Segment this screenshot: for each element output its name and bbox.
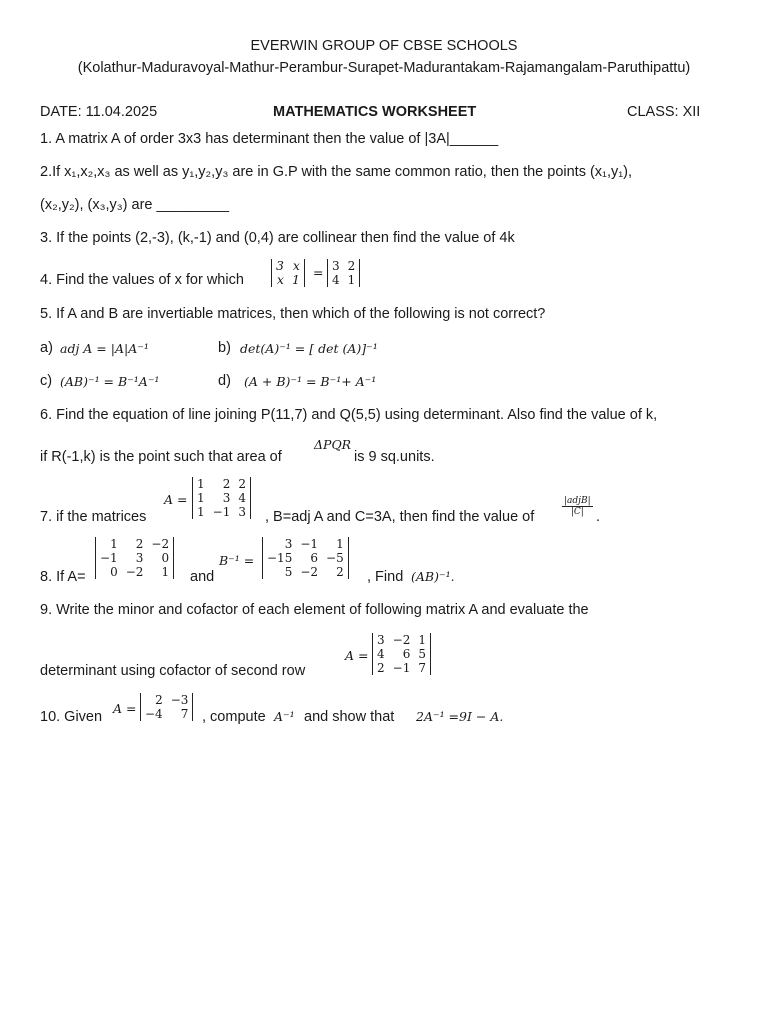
q10-matrix-a: 2 −3 −4 7: [140, 693, 193, 721]
question-7-text-b: , B=adj A and C=3A, then find the value of: [265, 509, 535, 525]
q9-a-label: A =: [345, 648, 369, 663]
question-2-line-2: (x₂,y₂), (x₃,y₃) are _________: [40, 197, 230, 213]
q7-fraction-denominator: |C|: [570, 507, 584, 517]
q7-end: .: [596, 509, 601, 525]
option-b-label: b): [218, 340, 231, 356]
q4-right-determinant: 3 2 4 1: [327, 259, 360, 287]
question-5: 5. If A and B are invertiable matrices, then which of the following is not correct?: [40, 306, 546, 322]
question-3: 3. If the points (2,-3), (k,-1) and (0,4) are collinear then find the value of 4k: [40, 230, 515, 246]
q4-left-determinant: 3 x x 1: [271, 259, 305, 287]
class-label: CLASS: XII: [627, 104, 701, 120]
question-6-line-2b: is 9 sq.units.: [354, 449, 435, 465]
q7-fraction: [562, 496, 593, 517]
question-8-text-a: 8. If A=: [40, 569, 86, 585]
q9-matrix-a: 3 −2 1 4 6 5 2 −1 7: [372, 633, 431, 675]
question-6-line-2a: if R(-1,k) is the point such that area of: [40, 449, 282, 465]
q10-inverse: A⁻¹: [274, 709, 295, 724]
school-name: EVERWIN GROUP OF CBSE SCHOOLS: [250, 38, 518, 54]
q6-triangle: ΔPQR: [314, 437, 352, 452]
question-10-text-c: and show that: [304, 709, 395, 725]
question-2-line-1: 2.If x₁,x₂,x₃ as well as y₁,y₂,y₃ are in G.P with the same common ratio, then the points (x₁,y₁),: [40, 164, 632, 180]
worksheet-title: MATHEMATICS WORKSHEET: [273, 104, 477, 120]
question-4-text: 4. Find the values of x for which: [40, 272, 244, 288]
option-d-label: d): [218, 373, 231, 389]
question-10-text-a: 10. Given: [40, 709, 103, 725]
q8-find-math: (AB)⁻¹.: [411, 569, 455, 584]
q8-binv-label: B⁻¹ =: [219, 553, 255, 568]
worksheet-date: DATE: 11.04.2025: [40, 104, 158, 120]
option-a-math: adj A = |A|A⁻¹: [60, 341, 149, 356]
question-10-text-b: , compute: [202, 709, 266, 725]
school-branches: (Kolathur-Maduravoyal-Mathur-Perambur-Surapet-Madurantakam-Rajamangalam-Paruthipattu): [77, 60, 691, 76]
option-b-math: det(A)⁻¹ = [ det (A)]⁻¹: [240, 341, 378, 356]
option-c-math: (AB)⁻¹ = B⁻¹A⁻¹: [60, 374, 160, 389]
q7-matrix-a: 1 2 2 1 3 4 1 −1 3: [192, 477, 251, 519]
q8-matrix-b-inverse: 3 −1 1 −15 6 −5 5 −2 2: [262, 537, 349, 579]
q7-fraction-numerator: |adjB|: [564, 496, 591, 506]
question-9-line-2: determinant using cofactor of second row: [40, 663, 306, 679]
q10-equation: 2A⁻¹ =9I − A.: [416, 709, 504, 724]
option-d-math: (A + B)⁻¹ = B⁻¹+ A⁻¹: [244, 374, 377, 389]
option-a-label: a): [40, 340, 53, 356]
q8-and: and: [190, 569, 215, 585]
question-9-line-1: 9. Write the minor and cofactor of each element of following matrix A and evaluate the: [40, 602, 589, 618]
question-6-line-1: 6. Find the equation of line joining P(11,7) and Q(5,5) using determinant. Also find the value of k,: [40, 407, 658, 423]
question-1: 1. A matrix A of order 3x3 has determinant then the value of |3A|______: [40, 131, 499, 147]
q4-equals: =: [313, 265, 324, 280]
question-7-text-a: 7. if the matrices: [40, 509, 147, 525]
q8-matrix-a: 1 2 −2 −1 3 0 0 −2 1: [95, 537, 174, 579]
q7-a-label: A =: [164, 492, 188, 507]
q10-a-label: A =: [113, 701, 137, 716]
option-c-label: c): [40, 373, 53, 389]
question-8-text-b: , Find: [367, 569, 404, 585]
